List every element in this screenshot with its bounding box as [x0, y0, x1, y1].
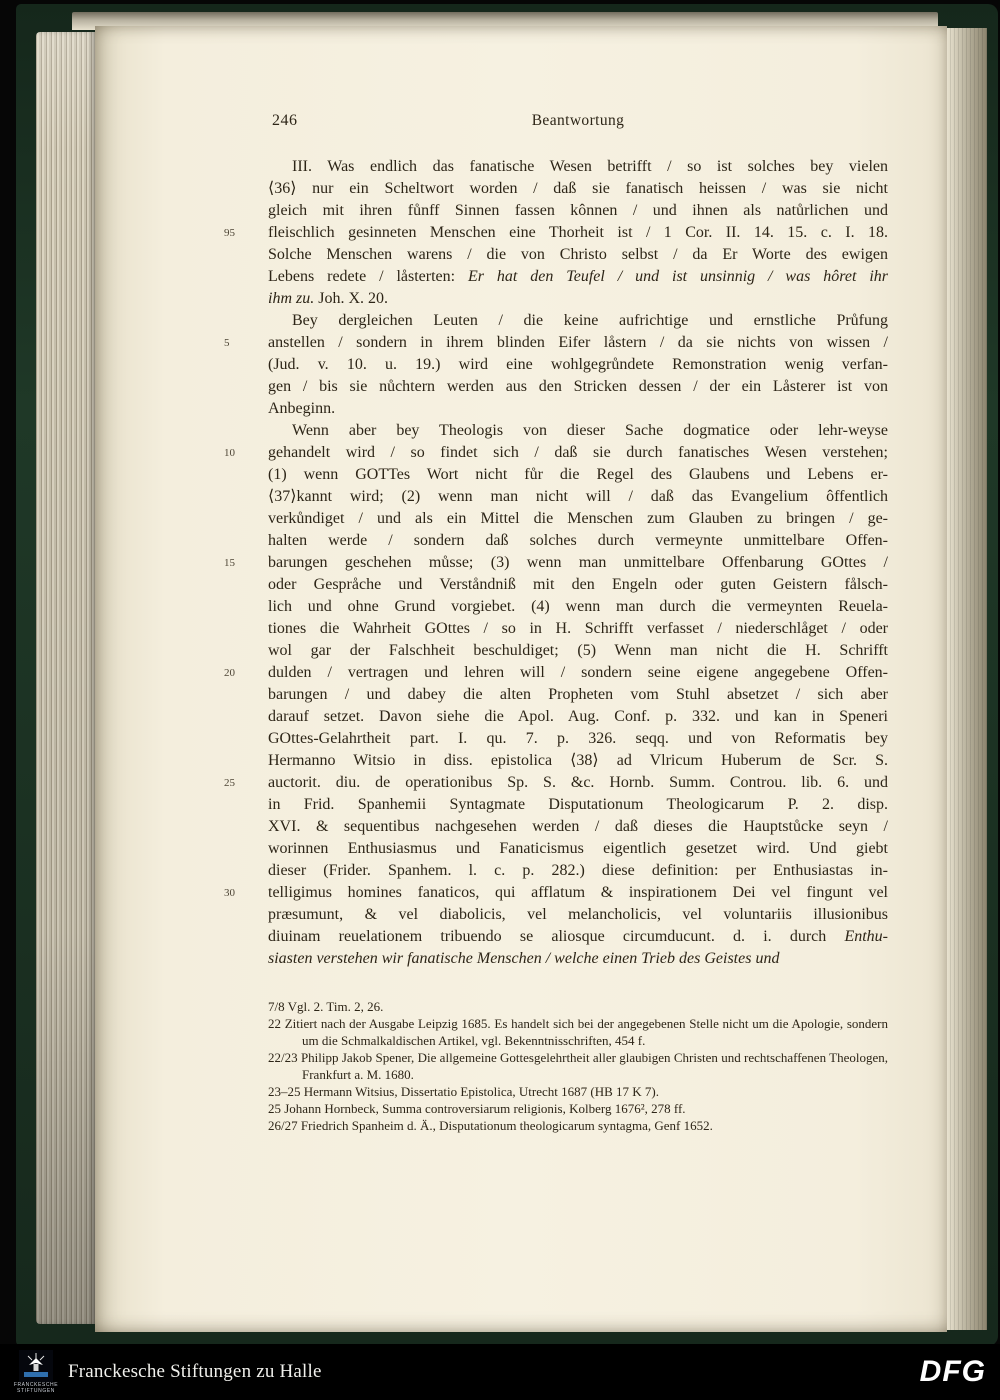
text-line: (Jud. v. 10. u. 19.) wird eine wohlgegrůndete Remonstration wenig verfan- — [268, 356, 888, 373]
text-line: darauf setzet. Davon siehe die Apol. Aug. Conf. p. 332. und kan in Speneri — [268, 708, 888, 725]
franckesche-emblem-icon — [19, 1350, 53, 1382]
dfg-logo: DFG — [919, 1355, 986, 1388]
margin-line-number: 30 — [224, 887, 235, 899]
text-line: Bey dergleichen Leuten / die keine aufrichtige und ernstliche Průfung — [292, 312, 888, 329]
page-number: 246 — [272, 112, 298, 129]
text-line: 10 gehandelt wird / so findet sich / daß sie durch fanatisches Wesen verstehen; — [224, 444, 888, 461]
text-line: verkůndiget / und als ein Mittel die Menschen zum Glauben zu bringen / ge- — [268, 510, 888, 527]
text-line: 25 auctorit. diu. de operationibus Sp. S. &c. Hornb. Summ. Controu. lib. 6. und — [224, 774, 888, 791]
footnote: 23–25 Hermann Witsius, Dissertatio Epistolica, Utrecht 1687 (HB 17 K 7). — [268, 1084, 659, 1099]
footnote: 7/8 Vgl. 2. Tim. 2, 26. — [268, 999, 384, 1014]
text-line: Lebens redete / låsterten: Er hat den Teufel / und ist unsinnig / was hôret ihr — [268, 268, 888, 285]
text-line: halten werde / sondern daß solches durch vermeynte unmittelbare Offen- — [268, 532, 888, 549]
text-line: GOttes-Gelahrtheit part. I. qu. 7. p. 326. seqq. und von Reformatis bey — [268, 730, 888, 747]
text-line: dieser (Frider. Spanhem. l. c. p. 282.) diese definition: per Enthusiastas in- — [268, 862, 888, 879]
text-line: Wenn aber bey Theologis von dieser Sache dogmatice oder lehr-weyse — [292, 422, 888, 439]
text-line: XVI. & sequentibus nachgesehen werden / daß dieses die Hauptstůcke seyn / — [268, 818, 888, 835]
text-line: barungen / und dabey die alten Propheten vom Stuhl absetzet / sich aber — [268, 686, 888, 703]
margin-line-number: 25 — [224, 777, 235, 789]
margin-line-number: 10 — [224, 447, 235, 459]
margin-line-number: 95 — [224, 227, 235, 239]
text-line: gleich mit ihren fůnff Sinnen fassen kônnen / und ihnen als natůrlichen und — [268, 202, 888, 219]
text-line: ⟨37⟩kannt wird; (2) wenn man nicht will / daß das Evangelium ôffentlich — [268, 488, 888, 505]
footnote: 25 Johann Hornbeck, Summa controversiarum religionis, Kolberg 1676², 278 ff. — [268, 1101, 686, 1116]
footnote: 22/23 Philipp Jakob Spener, Die allgemeine Gottesgelehrtheit aller glaubigen Christen und rechtschaffenen Theologen, Frankfurt a. M. 1680. — [268, 1050, 888, 1082]
text-line: ihm zu. Joh. X. 20. — [268, 290, 389, 307]
text-line: Hermanno Witsio in diss. epistolica ⟨38⟩ ad Vlricum Huberum de Scr. S. — [268, 752, 888, 769]
footnote-label: 22/23 — [268, 1050, 298, 1065]
footer-bar — [0, 1344, 1000, 1400]
text-line: gen / bis sie nůchtern werden aus den Stricken dessen / der ein Låsterer ist von — [268, 378, 888, 395]
text-line: worinnen Enthusiasmus und Fanaticismus eigentlich gesetzet wird. Und giebt — [268, 840, 888, 857]
text-line: tiones die Wahrheit GOttes / so in H. Schrifft verfasset / niederschlåget / oder — [268, 620, 888, 637]
franckesche-logo-text-line1: FRANCKESCHE — [13, 1382, 59, 1388]
footnotes — [268, 998, 888, 1134]
footnote-label: 26/27 — [268, 1118, 298, 1133]
text-line: in Frid. Spanhemii Syntagmate Disputationum Theologicarum P. 2. disp. — [268, 796, 888, 813]
footnote-label: 7/8 — [268, 999, 285, 1014]
text-line: wol gar der Falschheit beschuldiget; (5) Wenn man nicht die H. Schrifft — [268, 642, 888, 659]
footnote: 26/27 Friedrich Spanheim d. Ä., Disputationum theologicarum syntagma, Genf 1652. — [268, 1118, 713, 1133]
franckesche-logo-text-line2: STIFTUNGEN — [17, 1388, 55, 1394]
text-line: lich und ohne Grund vorgiebet. (4) wenn man durch die vermeynten Reuela- — [268, 598, 888, 615]
text-line: diuinam reuelationem tribuendo se aliosque circumducunt. d. i. durch Enthu- — [268, 928, 888, 945]
page-edges-right — [947, 28, 987, 1330]
body-lines — [224, 156, 888, 970]
text-line: siasten verstehen wir fanatische Menschen / welche einen Trieb des Geistes und — [268, 950, 780, 967]
footnote-label: 22 — [268, 1016, 281, 1031]
margin-line-number: 20 — [224, 667, 235, 679]
text-line: 15 barungen geschehen můsse; (3) wenn man unmittelbare Offenbarung GOttes / — [224, 554, 888, 571]
page-header — [268, 112, 888, 134]
footnote-label: 25 — [268, 1101, 281, 1116]
text-line: 95 fleischlich gesinneten Menschen eine Thorheit ist / 1 Cor. II. 14. 15. c. I. 18. — [224, 224, 888, 241]
text-line: 30 telligimus homines fanaticos, qui afflatum & inspirationem Dei vel fingunt vel — [224, 884, 888, 901]
text-line: 20 dulden / vertragen und lehren will / sondern seine eigene angegebene Offen- — [224, 664, 888, 681]
margin-line-number: 15 — [224, 557, 235, 569]
footnote: 22 Zitiert nach der Ausgabe Leipzig 1685. Es handelt sich bei der angegebenen Stelle nicht um die Apologie, sondern um die Schmalkaldischen Artikel, vgl. Bekenntnisschriften, 454 f. — [268, 1016, 888, 1048]
text-line: (1) wenn GOTTes Wort nicht fůr die Regel des Glaubens und Lebens er- — [268, 466, 888, 483]
institution-label: Franckesche Stiftungen zu Halle — [68, 1361, 322, 1382]
text-line: præsumunt, & vel diabolicis, vel melancholicis, vel voluntariis illusionibus — [268, 906, 888, 923]
franckesche-stiftungen-logo — [13, 1350, 59, 1394]
margin-line-number: 5 — [224, 337, 230, 349]
footnote-label: 23–25 — [268, 1084, 301, 1099]
text-line: 5 anstellen / sondern in ihrem blinden Eifer låstern / da sie nichts von wissen / — [224, 334, 888, 351]
scan-page — [95, 26, 947, 1332]
page-edges-left — [36, 32, 96, 1324]
text-line: Anbeginn. — [268, 400, 336, 417]
text-line: Solche Menschen warens / die von Christo selbst / da Er Worte des ewigen — [268, 246, 888, 263]
text-line: ⟨36⟩ nur ein Scheltwort worden / daß sie fanatisch heissen / was sie nicht — [268, 180, 888, 197]
text-line: III. Was endlich das fanatische Wesen betrifft / so ist solches bey vielen — [292, 158, 888, 175]
running-head: Beantwortung — [531, 112, 625, 129]
text-line: oder Gespråche und Verståndniß mit den Engeln oder guten Geistern fålsch- — [268, 576, 888, 593]
